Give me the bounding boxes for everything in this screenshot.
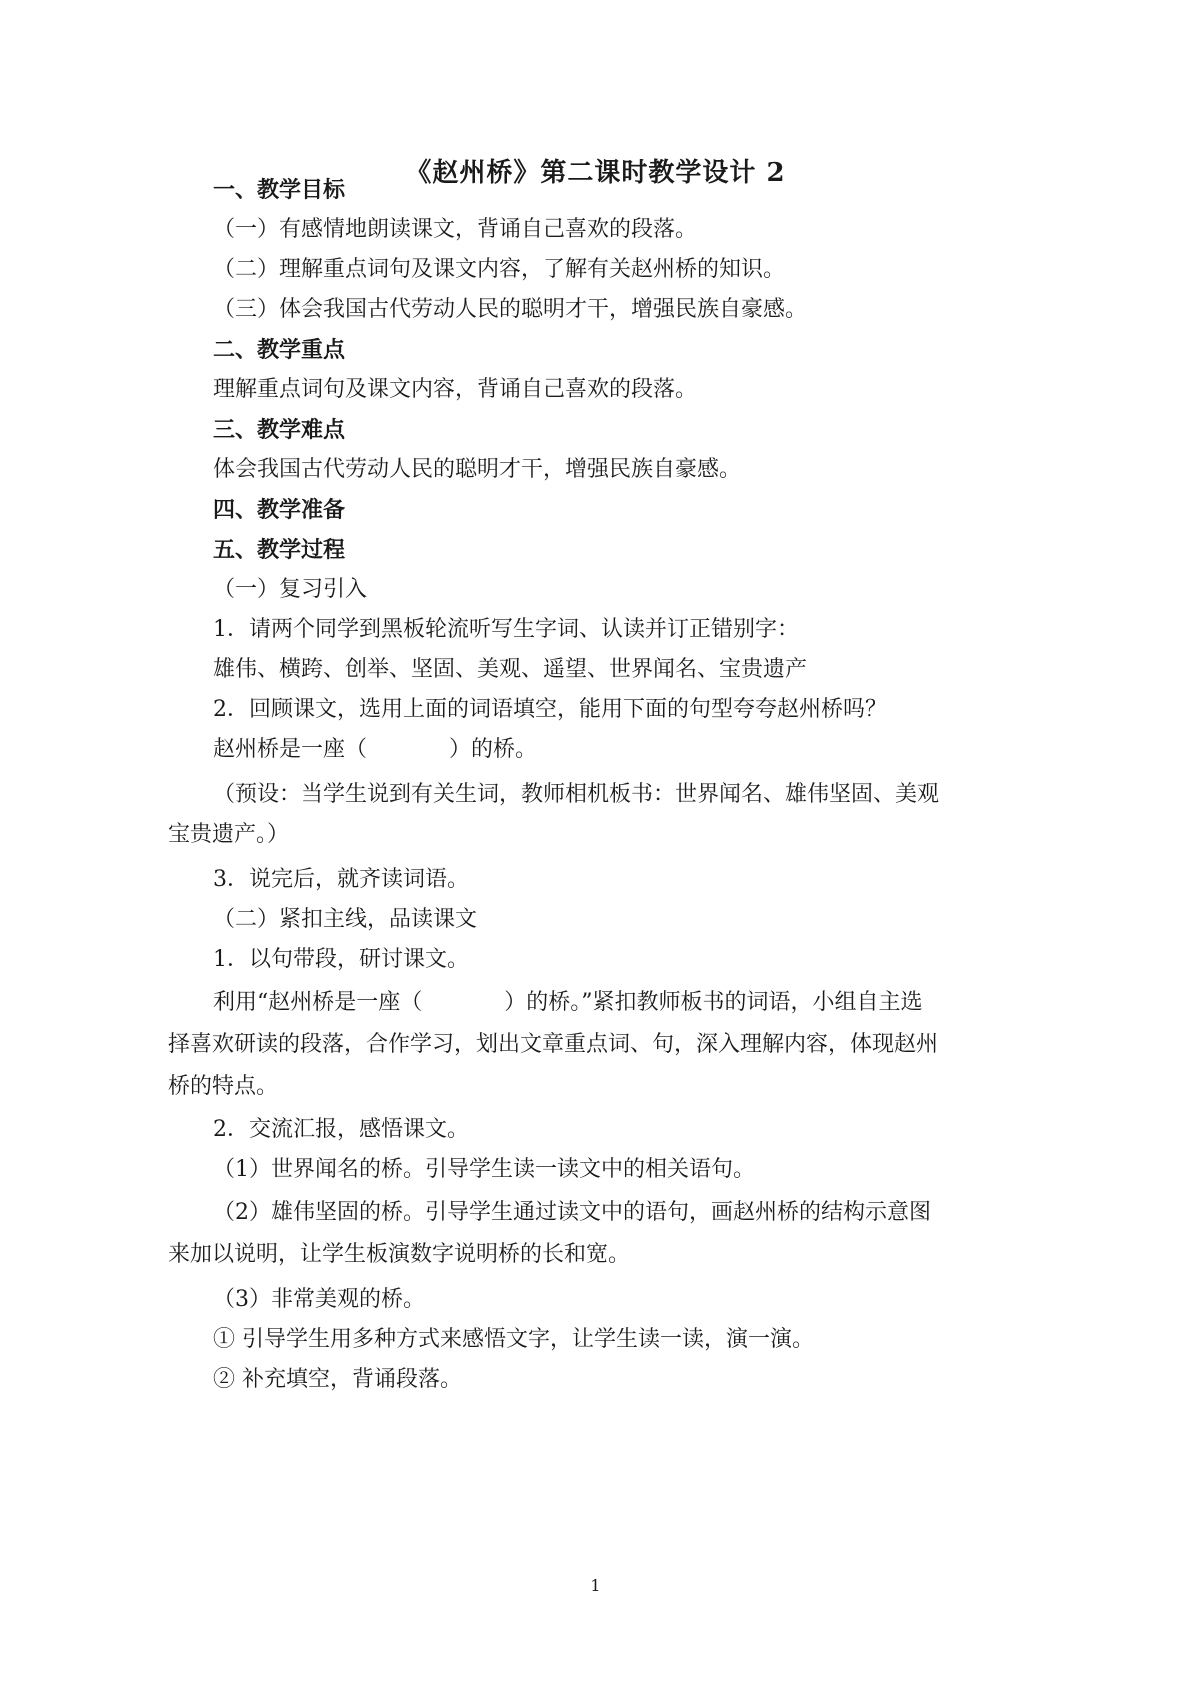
step-3-read: 3．说完后，就齐读词语。 [213, 867, 469, 892]
sentence-pattern-start: 赵州桥是一座（ [213, 737, 368, 762]
paragraph-use-line-3: 桥的特点。 [168, 1074, 279, 1099]
section-heading-key-points: 二、教学重点 [213, 337, 346, 363]
paragraph-use-start: 利用“赵州桥是一座（ [213, 990, 423, 1015]
item-beautiful-bridge: （3）非常美观的桥。 [213, 1287, 425, 1312]
objective-2: （二）理解重点词句及课文内容，了解有关赵州桥的知识。 [213, 257, 786, 282]
paragraph-use-end: ）的桥。”紧扣教师板书的词语，小组自主选 [504, 990, 923, 1015]
vocabulary-list: 雄伟、横跨、创举、坚固、美观、遥望、世界闻名、宝贵遗产 [213, 657, 808, 682]
document-title: 《赵州桥》第二课时教学设计 2 [405, 158, 786, 188]
section-heading-preparation: 四、教学准备 [213, 497, 346, 523]
item-famous-bridge: （1）世界闻名的桥。引导学生读一读文中的相关语句。 [213, 1157, 755, 1182]
subsection-review: （一）复习引入 [213, 577, 368, 602]
section-heading-process: 五、教学过程 [213, 537, 346, 563]
item-sturdy-bridge-line-2: 来加以说明，让学生板演数字说明桥的长和宽。 [168, 1242, 631, 1267]
step-2-report: 2．交流汇报，感悟课文。 [213, 1117, 469, 1142]
preset-note-line-2: 宝贵遗产。） [168, 822, 290, 847]
item-sturdy-bridge-line-1: （2）雄伟坚固的桥。引导学生通过读文中的语句，画赵州桥的结构示意图 [213, 1200, 931, 1225]
paragraph-use-line-2: 择喜欢研读的段落，合作学习，划出文章重点词、句，深入理解内容，体现赵州 [168, 1032, 939, 1057]
subsection-close-reading: （二）紧扣主线，品读课文 [213, 907, 478, 932]
objective-3: （三）体会我国古代劳动人民的聪明才干，增强民族自豪感。 [213, 297, 808, 322]
step-2-review: 2．回顾课文，选用上面的词语填空，能用下面的句型夸夸赵州桥吗？ [213, 697, 887, 722]
activity-2: ② 补充填空，背诵段落。 [213, 1367, 462, 1392]
preset-note-line-1: （预设：当学生说到有关生词，教师相机板书：世界闻名、雄伟坚固、美观 [213, 782, 940, 807]
difficulties-text: 体会我国古代劳动人民的聪明才干，增强民族自豪感。 [213, 457, 742, 482]
step-1-dictation: 1．请两个同学到黑板轮流听写生字词、认读并订正错别字： [213, 617, 799, 642]
sentence-pattern [213, 735, 537, 765]
section-heading-difficulties: 三、教学难点 [213, 417, 346, 443]
sentence-pattern-end: ）的桥。 [449, 737, 538, 762]
activity-1: ① 引导学生用多种方式来感悟文字，让学生读一读，演一演。 [213, 1327, 814, 1352]
section-heading-objectives: 一、教学目标 [213, 177, 346, 203]
step-1-discuss: 1．以句带段，研讨课文。 [213, 947, 469, 972]
paragraph-use-line-1 [213, 988, 923, 1018]
key-points-text: 理解重点词句及课文内容，背诵自己喜欢的段落。 [213, 377, 698, 402]
objective-1: （一）有感情地朗读课文，背诵自己喜欢的段落。 [213, 217, 698, 242]
page-number: 1 [590, 1576, 601, 1595]
